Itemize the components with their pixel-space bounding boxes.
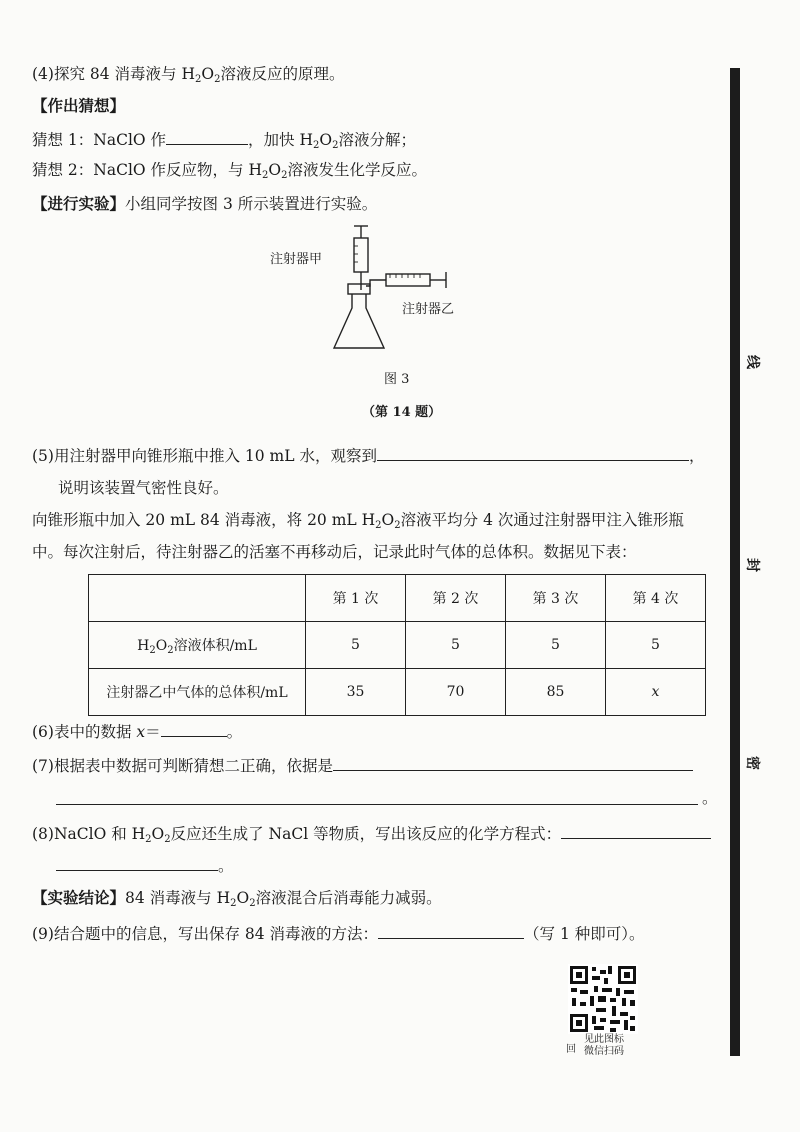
data-table bbox=[88, 574, 706, 716]
table-row bbox=[89, 669, 706, 716]
answer-blank[interactable] bbox=[378, 922, 524, 939]
procedure-para-2: 中。每次注射后，待注射器乙的活塞不再移动后，记录此时气体的总体积。数据见下表： bbox=[32, 543, 637, 561]
figure-caption: 图 3 bbox=[384, 372, 410, 387]
table-header-cell bbox=[89, 575, 306, 622]
table-header-cell: 第 1 次 bbox=[306, 575, 406, 622]
table-cell: 5 bbox=[406, 622, 506, 669]
row-label: $H_2O_2$溶液体积/mL bbox=[89, 622, 306, 669]
binding-margin-bar bbox=[730, 68, 740, 1056]
question-7: (7)根据表中数据可判断猜想二正确，依据是 bbox=[32, 754, 693, 776]
table-cell: x bbox=[606, 669, 706, 716]
hypothesis-2: 猜想 2：NaClO 作反应物，与 $H_2O_2$溶液发生化学反应。 bbox=[32, 161, 427, 181]
answer-line[interactable] bbox=[56, 804, 698, 805]
label-syringe-b: 注射器乙 bbox=[402, 302, 455, 317]
table-cell: 35 bbox=[306, 669, 406, 716]
conclusion: 【实验结论】84 消毒液与 $H_2O_2$溶液混合后消毒能力减弱。 bbox=[32, 888, 442, 909]
question-tag: （第 14 题） bbox=[362, 405, 442, 420]
answer-blank[interactable] bbox=[561, 822, 711, 839]
question-8: (8)NaClO 和 $H_2O_2$反应还生成了 NaCl 等物质，写出该反应的化学方程式： bbox=[32, 822, 711, 844]
answer-blank[interactable] bbox=[161, 720, 227, 737]
table-cell: 5 bbox=[606, 622, 706, 669]
answer-blank[interactable] bbox=[56, 854, 218, 871]
question-9: (9)结合题中的信息，写出保存 84 消毒液的方法： （写 1 种即可）。 bbox=[32, 922, 645, 944]
answer-blank[interactable] bbox=[166, 128, 248, 145]
side-label-xian: 线 bbox=[744, 355, 760, 369]
question-5: (5)用注射器甲向锥形瓶中推入 10 mL 水，观察到 ， bbox=[32, 444, 704, 466]
table-cell: 5 bbox=[306, 622, 406, 669]
hypothesis-1: 猜想 1：NaClO 作 ，加快 $H_2O_2$溶液分解； bbox=[32, 128, 416, 150]
side-label-mi: 密 bbox=[744, 756, 760, 770]
label-syringe-a: 注射器甲 bbox=[270, 252, 323, 267]
question-7-end: 。 bbox=[702, 789, 718, 807]
qr-caption: 见此图标 微信扫码 bbox=[584, 1034, 624, 1057]
table-header-row bbox=[89, 575, 706, 622]
table-cell: 5 bbox=[506, 622, 606, 669]
question-8-cont: 。 bbox=[56, 854, 234, 876]
side-label-feng: 封 bbox=[744, 558, 760, 572]
question-4: (4)探究 84 消毒液与 $H_2O_2$溶液反应的原理。 bbox=[32, 65, 345, 85]
table-header-cell: 第 2 次 bbox=[406, 575, 506, 622]
apparatus-figure bbox=[330, 222, 470, 357]
qr-mark-icon: 回 bbox=[566, 1044, 576, 1055]
answer-blank[interactable] bbox=[333, 754, 693, 771]
question-5-cont: 说明该装置气密性良好。 bbox=[58, 479, 229, 497]
row-label: 注射器乙中气体的总体积/mL bbox=[89, 669, 306, 716]
experiment-intro: 【进行实验】小组同学按图 3 所示装置进行实验。 bbox=[32, 194, 378, 213]
table-row bbox=[89, 622, 706, 669]
question-6: (6)表中的数据 x＝ 。 bbox=[32, 720, 242, 742]
table-header-cell: 第 3 次 bbox=[506, 575, 606, 622]
answer-blank[interactable] bbox=[377, 444, 689, 461]
table-header-cell: 第 4 次 bbox=[606, 575, 706, 622]
hypothesis-header: 【作出猜想】 bbox=[32, 96, 126, 115]
qr-code[interactable] bbox=[568, 964, 638, 1034]
procedure-para-1: 向锥形瓶中加入 20 mL 84 消毒液，将 20 mL $H_2O_2$溶液平均分 4 次通过注射器甲注入锥形瓶 bbox=[32, 511, 684, 531]
table-cell: 85 bbox=[506, 669, 606, 716]
table-cell: 70 bbox=[406, 669, 506, 716]
